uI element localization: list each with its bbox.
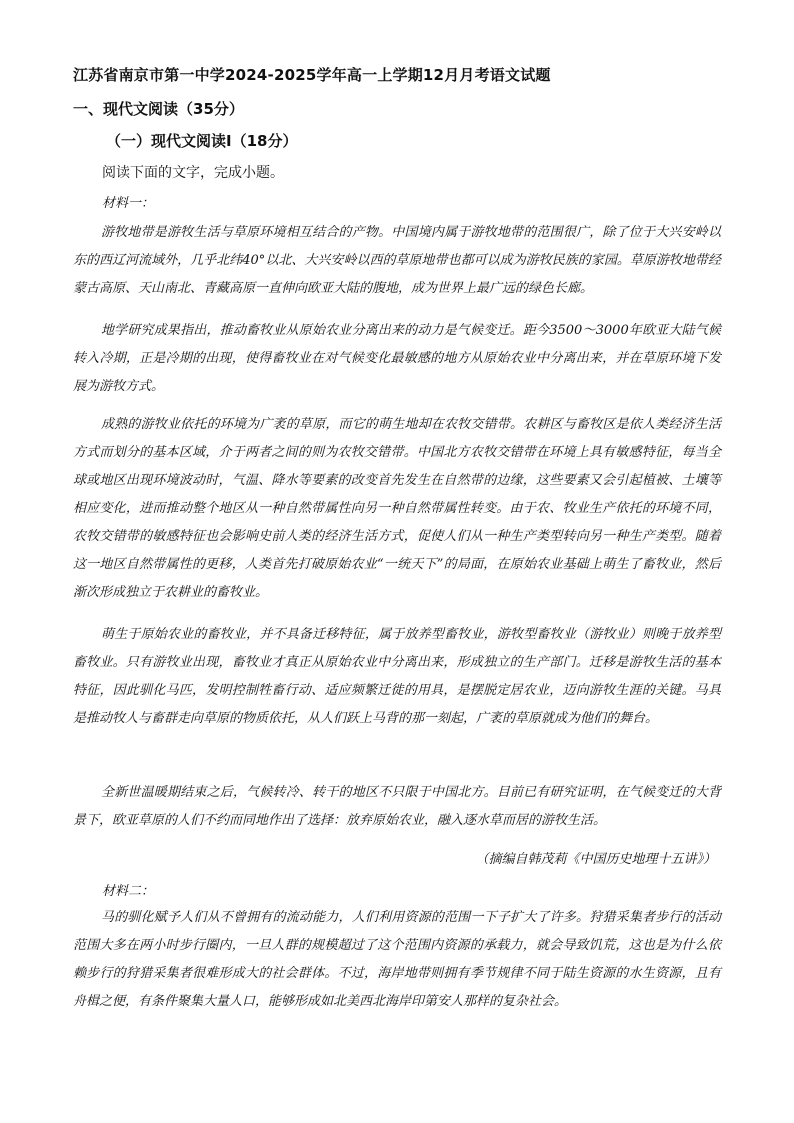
document-title: 江苏省南京市第一中学2024-2025学年高一上学期12月月考语文试题 xyxy=(73,66,551,84)
material1-paragraph: 萌生于原始农业的畜牧业，并不具备迁移特征，属于放养型畜牧业，游牧型畜牧业（游牧业）则晚于放养型畜牧业。只有游牧业出现，畜牧业才真正从原始农业中分离出来，形成独立的生产部门。迁移是游牧生活的基本特征，因此驯化马匹，发明控制牲畜行动、适应频繁迁徙的用具，是摆脱定居农业，迈向游牧生涯的关键。马具是推动牧人与畜群走向草原的物质依托，从人们跃上马背的那一刻起，广袤的草原就成为他们的舞台。 xyxy=(73,627,721,726)
material2-label: 材料二： xyxy=(102,884,155,899)
material1-paragraph: 全新世温暖期结束之后，气候转冷、转干的地区不只限于中国北方。目前已有研究证明，在气候变迁的大背景下，欧亚草原的人们不约而同地作出了选择：放弃原始农业，融入逐水草而居的游牧生活。 xyxy=(73,785,721,828)
material1-source: （摘编自韩茂莉《中国历史地理十五讲》） xyxy=(475,852,716,867)
material1-label: 材料一： xyxy=(102,196,155,211)
material1-paragraph: 成熟的游牧业依托的环境为广袤的草原，而它的萌生地却在农牧交错带。农耕区与畜牧区是依人类经济生活方式而划分的基本区域，介于两者之间的则为农牧交错带。中国北方农牧交错带在环境上具有敏感特征，每当全球或地区出现环境波动时，气温、降水等要素的改变首先发生在自然带的边缘，这些要素又会引起植被、土壤等相应变化，进而推动整个地区从一种自然带属性向另一种自然带属性转变。由于农、牧业生产依托的环境不同，农牧交错带的敏感特征也会影响史前人类的经济生活方式，促使人们从一种生产类型转向另一种生产类型。随着这一地区自然带属性的更移，人类首先打破原始农业“一统天下”的局面，在原始农业基础上萌生了畜牧业，然后渐次形成独立于农耕业的畜牧业。 xyxy=(73,417,721,600)
material1-paragraph: 游牧地带是游牧生活与草原环境相互结合的产物。中国境内属于游牧地带的范围很广，除了位于大兴安岭以东的西辽河流域外，几乎北纬40°以北、大兴安岭以西的草原地带也都可以成为游牧民族的家园。草原游牧地带经蒙古高原、天山南北、青藏高原一直伸向欧亚大陆的腹地，成为世界上最广远的绿色长廊。 xyxy=(73,225,721,296)
instruction-text: 阅读下面的文字，完成小题。 xyxy=(102,165,284,181)
material1-paragraph: 地学研究成果指出，推动畜牧业从原始农业分离出来的动力是气候变迁。距今3500～3000年欧亚大陆气候转入冷期，正是冷期的出现，使得畜牧业在对气候变化最敏感的地方从原始农业中分离出来，并在草原环境下发展为游牧方式。 xyxy=(73,323,721,394)
section-heading: 一、现代文阅读（35分） xyxy=(73,100,244,118)
subsection-heading: （一）现代文阅读Ⅰ（18分） xyxy=(106,132,298,150)
material2-paragraph: 马的驯化赋予人们从不曾拥有的流动能力，人们利用资源的范围一下子扩大了许多。狩猎采集者步行的活动范围大多在两小时步行圈内，一旦人群的规模超过了这个范围内资源的承载力，就会导致饥荒，这也是为什么依赖步行的狩猎采集者很难形成大的社会群体。不过，海岸地带则拥有季节规律不同于陆生资源的水生资源，且有舟楫之便，有条件聚集大量人口，能够形成如北美西北海岸印第安人那样的复杂社会。 xyxy=(73,910,721,1009)
